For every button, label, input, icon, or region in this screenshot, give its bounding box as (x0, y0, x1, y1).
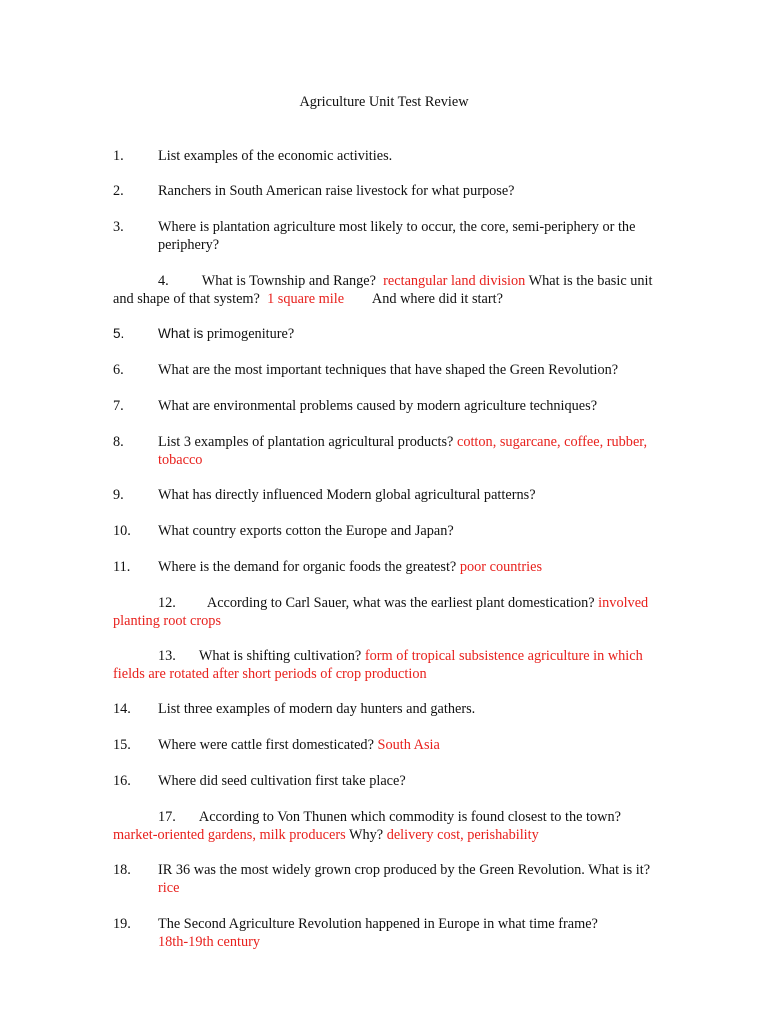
question-text: List examples of the economic activities. (158, 148, 393, 164)
question-number: 2. (113, 183, 124, 199)
question-text: And where did it start? (371, 291, 503, 307)
question-number: 13. (158, 648, 176, 664)
answer-text: South Asia (377, 737, 440, 753)
question-text: Why? (348, 827, 384, 843)
question-number: 1. (113, 148, 124, 164)
question-10 (113, 522, 658, 540)
question-text: Where were cattle first domesticated? (158, 737, 374, 753)
question-text: IR 36 was the most widely grown crop produced by the Green Revolution. What is it? (158, 862, 651, 878)
answer-text: cotton, sugarcane, coffee, rubber, tobacco (158, 434, 648, 468)
answer-text: 18th-19th century (158, 934, 261, 950)
question-text: What has directly influenced Modern global agricultural patterns? (158, 487, 536, 503)
question-text: Where did seed cultivation first take place? (158, 773, 406, 789)
question-text: primogeniture? (206, 326, 295, 342)
question-number: 4. (158, 273, 169, 289)
question-text: What is shifting cultivation? (198, 648, 362, 664)
question-number: 6. (113, 362, 124, 378)
question-text: What is Township and Range? (201, 273, 376, 289)
question-8 (113, 433, 658, 469)
answer-text: involved planting root crops (113, 595, 649, 629)
question-number: 17. (158, 809, 176, 825)
question-11 (113, 558, 658, 576)
answer-text: delivery cost, perishability (386, 827, 539, 843)
question-number: 16. (113, 773, 131, 789)
question-1 (113, 147, 658, 165)
question-text: What are environmental problems caused by modern agriculture techniques? (158, 398, 598, 414)
question-number: 12. (158, 595, 176, 611)
question-7 (113, 397, 658, 415)
question-9 (113, 486, 658, 504)
question-2 (113, 182, 658, 200)
answer-text: rectangular land division (383, 273, 526, 289)
question-number: 19. (113, 916, 131, 932)
question-5 (113, 325, 658, 343)
question-12 (113, 594, 658, 630)
document-title: Agriculture Unit Test Review (299, 94, 469, 110)
question-number: 9. (113, 487, 124, 503)
question-number: 11. (113, 559, 131, 575)
question-number: 14. (113, 701, 131, 717)
question-3 (113, 218, 658, 254)
question-number: 18. (113, 862, 131, 878)
question-number: 5. (113, 326, 125, 341)
question-text: What is the basic unit and shape of that system? (113, 273, 653, 307)
question-14 (113, 700, 658, 718)
answer-text: poor countries (459, 559, 543, 575)
question-text: List three examples of modern day hunters and gathers. (158, 701, 476, 717)
question-15 (113, 736, 658, 754)
question-text: The Second Agriculture Revolution happened in Europe in what time frame? (158, 916, 598, 932)
question-text: List 3 examples of plantation agricultural products? (158, 434, 454, 450)
answer-text: 1 square mile (267, 291, 345, 307)
answer-text: form of tropical subsistence agriculture in which fields are rotated after short periods of crop production (113, 648, 643, 682)
question-text: Where is the demand for organic foods the greatest? (158, 559, 457, 575)
question-text: According to Von Thunen which commodity is found closest to the town? (198, 809, 621, 825)
question-17 (113, 808, 658, 844)
question-19 (113, 915, 658, 951)
question-4 (113, 272, 658, 308)
question-text: Ranchers in South American raise livestock for what purpose? (158, 183, 515, 199)
answer-text: rice (158, 880, 180, 896)
question-16 (113, 772, 658, 790)
question-18 (113, 861, 658, 897)
question-text: According to Carl Sauer, what was the earliest plant domestication? (206, 595, 595, 611)
question-number: 8. (113, 434, 124, 450)
question-text: What are the most important techniques that have shaped the Green Revolution? (158, 362, 619, 378)
question-number: 7. (113, 398, 124, 414)
question-text: Where is plantation agriculture most likely to occur, the core, semi-periphery or the periphery? (158, 219, 636, 253)
question-number: 15. (113, 737, 131, 753)
question-13 (113, 647, 658, 683)
question-number: 3. (113, 219, 124, 235)
question-6 (113, 361, 658, 379)
question-number: 10. (113, 523, 131, 539)
question-text: What country exports cotton the Europe and Japan? (158, 523, 454, 539)
question-prefix: What is (158, 326, 204, 341)
answer-text: market-oriented gardens, milk producers (113, 827, 346, 843)
